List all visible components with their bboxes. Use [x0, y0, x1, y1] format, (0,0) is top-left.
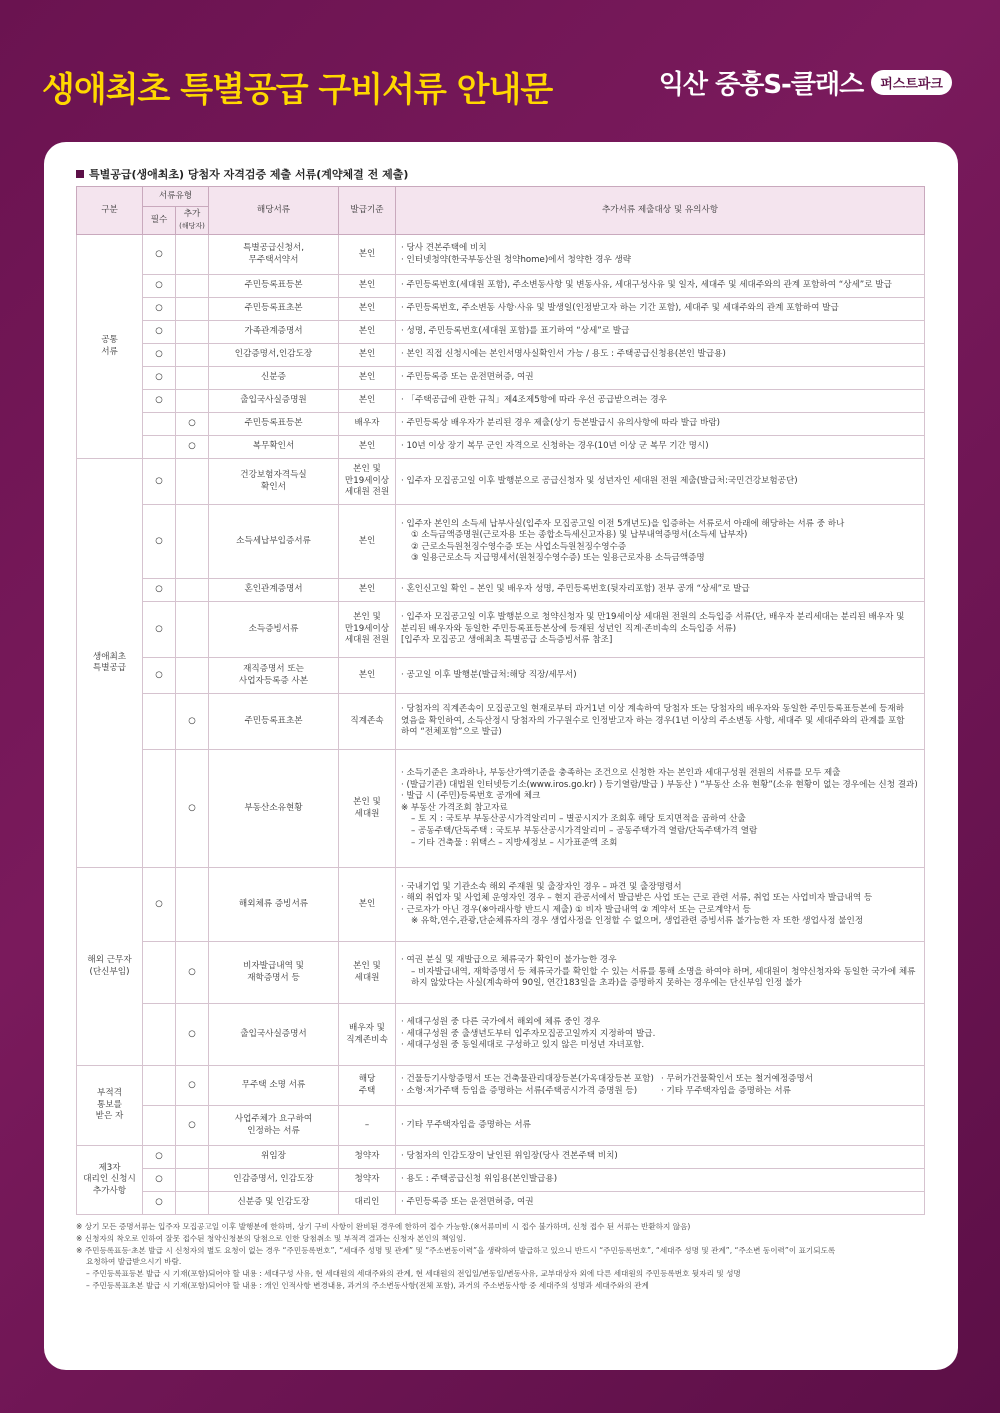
criteria-cell: 배우자	[339, 413, 396, 436]
table-row	[77, 750, 925, 868]
additional-mark: ○	[176, 413, 209, 436]
document-cell: 인감증명서,인감도장	[209, 344, 339, 367]
notes-cell	[396, 602, 925, 658]
notes-cell	[396, 436, 925, 459]
note-line: · 기타 무주택자임을 증명하는 서류	[401, 1119, 531, 1130]
criteria-cell: 본인	[339, 298, 396, 321]
notes-cell	[396, 459, 925, 505]
table-row	[77, 579, 925, 602]
footnote-line: ※ 상기 모든 증명서류는 입주자 모집공고일 이후 발행분에 한하며, 상기 구비 사항이 완비된 경우에 한하여 접수 가능함.(※서류미비 시 접수 불가하며, 신청 접수 된 서류는 반환하지 않음)	[76, 1222, 691, 1231]
document-cell: 소득증빙서류	[209, 602, 339, 658]
note-line: 하여 “전체포함”으로 발급)	[401, 727, 502, 738]
notes-cell	[396, 750, 925, 868]
header-criteria: 발급기준	[339, 187, 396, 235]
footnotes	[76, 1221, 926, 1292]
note-line: ※ 부동산 가격조회 참고자료	[401, 802, 508, 813]
table-row	[77, 868, 925, 942]
additional-empty	[176, 367, 209, 390]
additional-empty	[176, 1192, 209, 1215]
note-line: ① 소득금액증명원(근로자용 또는 종합소득세신고자용) 및 납부내역증명서(소득세 납부자)	[411, 530, 748, 541]
table-row	[77, 942, 925, 1004]
note-line: · (발급기관) 대법원 인터넷등기소(www.iros.go.kr) ) 등기열람/발급 ) 부동산 ) “부동산 소유 현황”(소유 현황이 없는 경우에는 신청 결과)	[401, 779, 918, 790]
document-cell: 사업주체가 요구하여 인정하는 서류	[209, 1106, 339, 1146]
criteria-cell: 본인	[339, 275, 396, 298]
notes-cell	[396, 235, 925, 275]
note-line: · 「주택공급에 관한 규칙」제4조제5항에 따라 우선 공급받으려는 경우	[401, 395, 667, 406]
header-notes: 추가서류 제출대상 및 유의사항	[396, 187, 925, 235]
note-line: · 주민등록상 배우자가 분리된 경우 제출(상기 등본발급시 유의사항에 따라 발급 바람)	[401, 418, 721, 429]
additional-empty	[176, 275, 209, 298]
document-cell: 해외체류 증빙서류	[209, 868, 339, 942]
note-line: 분리된 배우자와 동일한 주민등록표등본상에 등재된 성년인 직계·존비속의 소득입증 서류)	[401, 623, 737, 634]
documents-table	[76, 186, 925, 1215]
document-cell: 가족관계증명서	[209, 321, 339, 344]
required-mark: ○	[143, 658, 176, 694]
criteria-cell: 본인	[339, 579, 396, 602]
additional-empty	[176, 1169, 209, 1192]
criteria-cell: 본인	[339, 367, 396, 390]
notes-cell	[396, 344, 925, 367]
note-line: · 10년 이상 장기 복무 군인 자격으로 신청하는 경우(10년 이상 군 복무 기간 명시)	[401, 441, 709, 452]
document-cell: 복무확인서	[209, 436, 339, 459]
table-row	[77, 321, 925, 344]
category-cell: 해외 근무자 (단신부임)	[77, 868, 143, 1066]
document-cell: 주민등록표등본	[209, 413, 339, 436]
category-cell: 부적격 통보를 받은 자	[77, 1066, 143, 1146]
header-doc-type: 서류유형	[143, 187, 209, 207]
document-cell: 인감증명서, 인감도장	[209, 1169, 339, 1192]
header-category: 구분	[77, 187, 143, 235]
notes-cell	[396, 367, 925, 390]
note-line: [입주자 모집공고 생애최초 특별공급 소득증빙서류 참조]	[401, 635, 613, 646]
additional-empty	[176, 1146, 209, 1169]
brand-logo	[659, 64, 952, 101]
notes-cell	[396, 694, 925, 750]
additional-empty	[176, 658, 209, 694]
additional-empty	[176, 602, 209, 658]
document-cell: 주민등록표초본	[209, 298, 339, 321]
table-row	[77, 1106, 925, 1146]
document-cell: 재직증명서 또는 사업자등록증 사본	[209, 658, 339, 694]
table-row	[77, 1004, 925, 1066]
criteria-cell: 대리인	[339, 1192, 396, 1215]
note-line: · 당첨자의 직계존속이 모집공고일 현재로부터 과거1년 이상 계속하여 당첨자 또는 당첨자의 배우자와 동일한 주민등록표등본에 등재하	[401, 704, 905, 715]
notes-cell	[396, 942, 925, 1004]
additional-mark: ○	[176, 942, 209, 1004]
notes-cell	[396, 1106, 925, 1146]
notes-column	[661, 1074, 921, 1097]
notes-two-column	[401, 1074, 921, 1097]
criteria-cell: 본인	[339, 436, 396, 459]
required-mark: ○	[143, 579, 176, 602]
header-required: 필수	[143, 207, 176, 235]
required-mark: ○	[143, 602, 176, 658]
footnote-line: ※ 신청자의 착오로 인하여 잘못 접수된 청약신청분의 당첨으로 인한 당첨취소 및 부적격 결과는 신청자 본인의 책임임.	[76, 1233, 466, 1243]
note-line: · 주민등록증 또는 운전면허증, 여권	[401, 372, 534, 383]
brand-name: 익산 중흥S-클래스	[658, 70, 864, 100]
note-line: · 세대구성원 중 출생년도부터 입주자모집공고일까지 지정하여 발급.	[401, 1028, 656, 1039]
criteria-cell: 배우자 및 직계존비속	[339, 1004, 396, 1066]
table-row	[77, 658, 925, 694]
header-additional-label: 추가	[183, 209, 201, 219]
document-cell: 출입국사실증명원	[209, 390, 339, 413]
table-row	[77, 1192, 925, 1215]
note-line: · 발급 시 (주민)등록번호 공개에 체크	[401, 791, 541, 802]
document-cell: 신분증 및 인감도장	[209, 1192, 339, 1215]
criteria-cell: 본인	[339, 868, 396, 942]
criteria-cell: 청약자	[339, 1169, 396, 1192]
required-mark: ○	[143, 235, 176, 275]
note-line: · 소득기준은 초과하나, 부동산가액기준을 충족하는 조건으로 신청한 자는 본인과 세대구성원 전원의 서류를 모두 제출	[401, 768, 841, 779]
table-row	[77, 344, 925, 367]
criteria-cell: 본인	[339, 390, 396, 413]
note-line: · 공고일 이후 발행분(발급처:해당 직장/세무서)	[401, 669, 577, 680]
header-additional-sub: (해당자)	[179, 221, 205, 230]
note-line: · 기타 무주택자임을 증명하는 서류	[661, 1085, 791, 1096]
criteria-cell: 본인	[339, 321, 396, 344]
additional-empty	[176, 344, 209, 367]
additional-empty	[176, 579, 209, 602]
note-line: ③ 일용근로소득 지급명세서(원천징수영수증) 또는 일용근로자용 소득금액증명	[411, 553, 705, 564]
document-cell: 비자발급내역 및 재학증명서 등	[209, 942, 339, 1004]
note-line: · 당사 견본주택에 비치	[401, 243, 487, 254]
document-cell: 신분증	[209, 367, 339, 390]
note-line: · 본인 직접 신청시에는 본인서명사실확인서 가능 / 용도 : 주택공급신청용(본인 발급용)	[401, 349, 726, 360]
document-cell: 혼인관계증명서	[209, 579, 339, 602]
section-title	[76, 166, 408, 182]
note-line: · 여권 분실 및 재발급으로 체류국가 확인이 불가능한 경우	[401, 955, 617, 966]
header-document: 해당서류	[209, 187, 339, 235]
document-cell: 부동산소유현황	[209, 750, 339, 868]
criteria-cell: –	[339, 1106, 396, 1146]
note-line: · 무허가건물확인서 또는 철거예정증명서	[661, 1074, 814, 1085]
table-row	[77, 602, 925, 658]
table-row	[77, 1066, 925, 1106]
notes-cell	[396, 275, 925, 298]
notes-cell	[396, 1004, 925, 1066]
criteria-cell: 본인 및 만19세이상 세대원 전원	[339, 602, 396, 658]
note-line: · 세대구성원 중 다른 국가에서 해외에 체류 중인 경우	[401, 1017, 600, 1028]
criteria-cell: 본인 및 만19세이상 세대원 전원	[339, 459, 396, 505]
additional-empty	[176, 298, 209, 321]
required-mark: ○	[143, 1146, 176, 1169]
required-mark: ○	[143, 1192, 176, 1215]
document-cell: 주민등록표등본	[209, 275, 339, 298]
category-cell: 생애최초 특별공급	[77, 459, 143, 868]
criteria-cell: 직계존속	[339, 694, 396, 750]
note-line: · 입주자 모집공고일 이후 발행분으로 공급신청자 및 성년자인 세대원 전원 제출(발급처:국민건강보험공단)	[401, 475, 798, 486]
table-row	[77, 390, 925, 413]
table-row	[77, 413, 925, 436]
footnote-line: 요청하여 발급받으시기 바람.	[86, 1257, 182, 1267]
note-line: – 비자발급내역, 재학증명서 등 체류국가를 확인할 수 있는 서류를 통해 소명을 하여야 하며, 세대원이 청약신청자와 동일한 국가에 체류	[411, 966, 916, 977]
required-empty	[143, 413, 176, 436]
footnote-line: – 주민등록표초본 발급 시 기재(포함)되어야 할 내용 : 개인 인적사항 변경내용, 과거의 주소변동사항(전체 포함), 과거의 주소변동사항 중 세대주의 성명과 세대주와의 관계	[86, 1280, 649, 1290]
additional-empty	[176, 235, 209, 275]
required-empty	[143, 942, 176, 1004]
required-mark: ○	[143, 459, 176, 505]
criteria-cell: 본인	[339, 658, 396, 694]
additional-mark: ○	[176, 436, 209, 459]
additional-mark: ○	[176, 1106, 209, 1146]
header-additional	[176, 207, 209, 235]
criteria-cell: 본인	[339, 505, 396, 579]
document-cell: 소득세납부입증서류	[209, 505, 339, 579]
table-row	[77, 1169, 925, 1192]
criteria-cell: 본인 및 세대원	[339, 750, 396, 868]
page-title: 생애최초 특별공급 구비서류 안내문	[42, 70, 553, 110]
section-title-text: 특별공급(생애최초) 당첨자 자격검증 제출 서류(계약체결 전 제출)	[89, 168, 409, 181]
category-cell: 제3자 대리인 신청시 추가사항	[77, 1146, 143, 1215]
required-mark: ○	[143, 367, 176, 390]
additional-empty	[176, 505, 209, 579]
required-mark: ○	[143, 390, 176, 413]
note-line: · 주민등록번호(세대원 포함), 주소변동사항 및 변동사유, 세대구성사유 및 일자, 세대주 및 세대주와의 관계 포함하여 “상세”로 발급	[401, 280, 892, 291]
document-card	[44, 142, 958, 1370]
note-line: 였음을 확인하여, 소득산정시 당첨자의 가구원수로 인정받고자 하는 경우(1년 이상의 주소변동 사항, 세대주 및 세대주와의 관계를 포함	[401, 715, 905, 726]
note-line: · 당첨자의 인감도장이 날인된 위임장(당사 견본주택 비치)	[401, 1151, 618, 1162]
notes-cell	[396, 505, 925, 579]
document-cell: 무주택 소명 서류	[209, 1066, 339, 1106]
note-line: · 인터넷청약(한국부동산원 청약home)에서 청약한 경우 생략	[401, 254, 632, 265]
note-line: · 세대구성원 중 동일세대로 구성하고 있지 않은 미성년 자녀포함.	[401, 1040, 645, 1051]
note-line: · 주민등록번호, 주소변동 사항·사유 및 발생일(인정받고자 하는 기간 포함), 세대주 및 세대주와의 관계 포함하여 발급	[401, 303, 839, 314]
required-mark: ○	[143, 1169, 176, 1192]
notes-cell	[396, 413, 925, 436]
note-line: – 기타 건축물 : 위택스 – 지방세정보 – 시가표준액 조회	[411, 837, 618, 848]
notes-cell	[396, 1066, 925, 1106]
table-row	[77, 459, 925, 505]
note-line: 하지 않았다는 사실(계속하여 90일, 연간183일을 초과)을 증명하지 못하는 경우에는 단신부임 인정 불가	[411, 978, 802, 989]
note-line: · 국내기업 및 기관소속 해외 주재원 및 출장자인 경우 – 파견 및 출장명령서	[401, 881, 682, 892]
document-cell: 위임장	[209, 1146, 339, 1169]
notes-cell	[396, 390, 925, 413]
additional-mark: ○	[176, 694, 209, 750]
required-mark: ○	[143, 275, 176, 298]
table-row	[77, 367, 925, 390]
notes-column	[401, 1074, 661, 1097]
note-line: · 성명, 주민등록번호(세대원 포함)를 표기하여 “상세”로 발급	[401, 326, 630, 337]
required-empty	[143, 694, 176, 750]
required-mark: ○	[143, 344, 176, 367]
required-mark: ○	[143, 321, 176, 344]
table-row	[77, 505, 925, 579]
additional-empty	[176, 868, 209, 942]
additional-empty	[176, 459, 209, 505]
square-bullet-icon	[76, 170, 84, 178]
additional-mark: ○	[176, 1066, 209, 1106]
notes-cell	[396, 658, 925, 694]
brand-tag: 퍼스트파크	[871, 70, 952, 95]
note-line: ※ 유학,연수,관광,단순체류자의 경우 생업사정을 인정할 수 없으며, 생업관련 증빙서류 불가능한 자 또한 생업사정 불인정	[411, 916, 864, 927]
note-line: · 건물등기사항증명서 또는 건축물관리대장등본(가옥대장등본 포함)	[401, 1074, 654, 1085]
required-mark: ○	[143, 505, 176, 579]
footnote-line: ※ 주민등록표등·초본 발급 시 신청자의 별도 요청이 없는 경우 “주민등록번호”, “세대주 성명 및 관계” 및 “주소변동이력”을 생략하여 발급하고 있으니 반드시 “주민등록번호”, “세대주 성명 및 관계”, “주소변 동이력”이 표기되도록	[76, 1245, 836, 1255]
criteria-cell: 본인	[339, 344, 396, 367]
notes-cell	[396, 579, 925, 602]
document-cell: 주민등록표초본	[209, 694, 339, 750]
criteria-cell: 해당 주택	[339, 1066, 396, 1106]
required-empty	[143, 1066, 176, 1106]
notes-cell	[396, 321, 925, 344]
notes-cell	[396, 868, 925, 942]
note-line: · 용도 : 주택공급신청 위임용(본인발급용)	[401, 1174, 558, 1185]
required-mark: ○	[143, 868, 176, 942]
note-line: · 주민등록증 또는 운전면허증, 여권	[401, 1197, 534, 1208]
note-line: · 소형·저가주택 등임을 증명하는 서류(주택공시가격 증명원 등)	[401, 1085, 638, 1096]
required-empty	[143, 1106, 176, 1146]
additional-mark: ○	[176, 1004, 209, 1066]
table-row	[77, 298, 925, 321]
criteria-cell: 청약자	[339, 1146, 396, 1169]
note-line: · 해외 취업자 및 사업체 운영자인 경우 – 현지 관공서에서 발급받은 사업 또는 근로 관련 서류, 취업 또는 사업비자 발급내역 등	[401, 893, 873, 904]
notes-cell	[396, 298, 925, 321]
required-empty	[143, 750, 176, 868]
table-row	[77, 694, 925, 750]
criteria-cell: 본인	[339, 235, 396, 275]
additional-empty	[176, 321, 209, 344]
note-line: – 토 지 : 국토부 부동산공시가격알리미 – 별공시지가 조회후 해당 토지면적을 곱하여 산출	[411, 814, 746, 825]
note-line: ② 근로소득원천징수영수증 또는 사업소득원천징수영수증	[411, 541, 627, 552]
note-line: – 공동주택/단독주택 : 국토부 부동산공시가격알리미 – 공동주택가격 열람/단독주택가격 열람	[411, 826, 758, 837]
document-cell: 건강보험자격득실 확인서	[209, 459, 339, 505]
criteria-cell: 본인 및 세대원	[339, 942, 396, 1004]
note-line: · 입주자 모집공고일 이후 발행분으로 청약신청자 및 만19세이상 세대원 전원의 소득입증 서류(단, 배우자 분리세대는 분리된 배우자 및	[401, 612, 905, 623]
document-cell: 특별공급신청서, 무주택서약서	[209, 235, 339, 275]
header	[0, 0, 1000, 130]
table-row	[77, 275, 925, 298]
required-empty	[143, 1004, 176, 1066]
note-line: · 혼인신고일 확인 – 본인 및 배우자 성명, 주민등록번호(뒷자리포함) 전부 공개 “상세”로 발급	[401, 584, 750, 595]
documents-table-body	[77, 235, 925, 1215]
document-cell: 출입국사실증명서	[209, 1004, 339, 1066]
table-row	[77, 1146, 925, 1169]
required-mark: ○	[143, 298, 176, 321]
notes-cell	[396, 1192, 925, 1215]
footnote-line: – 주민등록표등본 발급 시 기재(포함)되어야 할 내용 : 세대구성 사유, 현 세대원의 세대주와의 관계, 현 세대원의 전입일/변동일/변동사유, 교부대상자 외에 다른 세대원의 주민등록번호 뒷자리 및 성명	[86, 1269, 741, 1279]
table-row	[77, 436, 925, 459]
required-empty	[143, 436, 176, 459]
notes-cell	[396, 1169, 925, 1192]
additional-mark: ○	[176, 750, 209, 868]
note-line: · 입주자 본인의 소득세 납부사실(입주자 모집공고일 이전 5개년도)을 입증하는 서류로서 아래에 해당하는 서류 중 하나	[401, 518, 845, 529]
note-line: · 근로자가 아닌 경우(※아래사항 반드시 제출) ① 비자 발급내역 ② 계약서 또는 근로계약서 등	[401, 904, 751, 915]
additional-empty	[176, 390, 209, 413]
notes-cell	[396, 1146, 925, 1169]
category-cell: 공통 서류	[77, 235, 143, 459]
table-row	[77, 235, 925, 275]
